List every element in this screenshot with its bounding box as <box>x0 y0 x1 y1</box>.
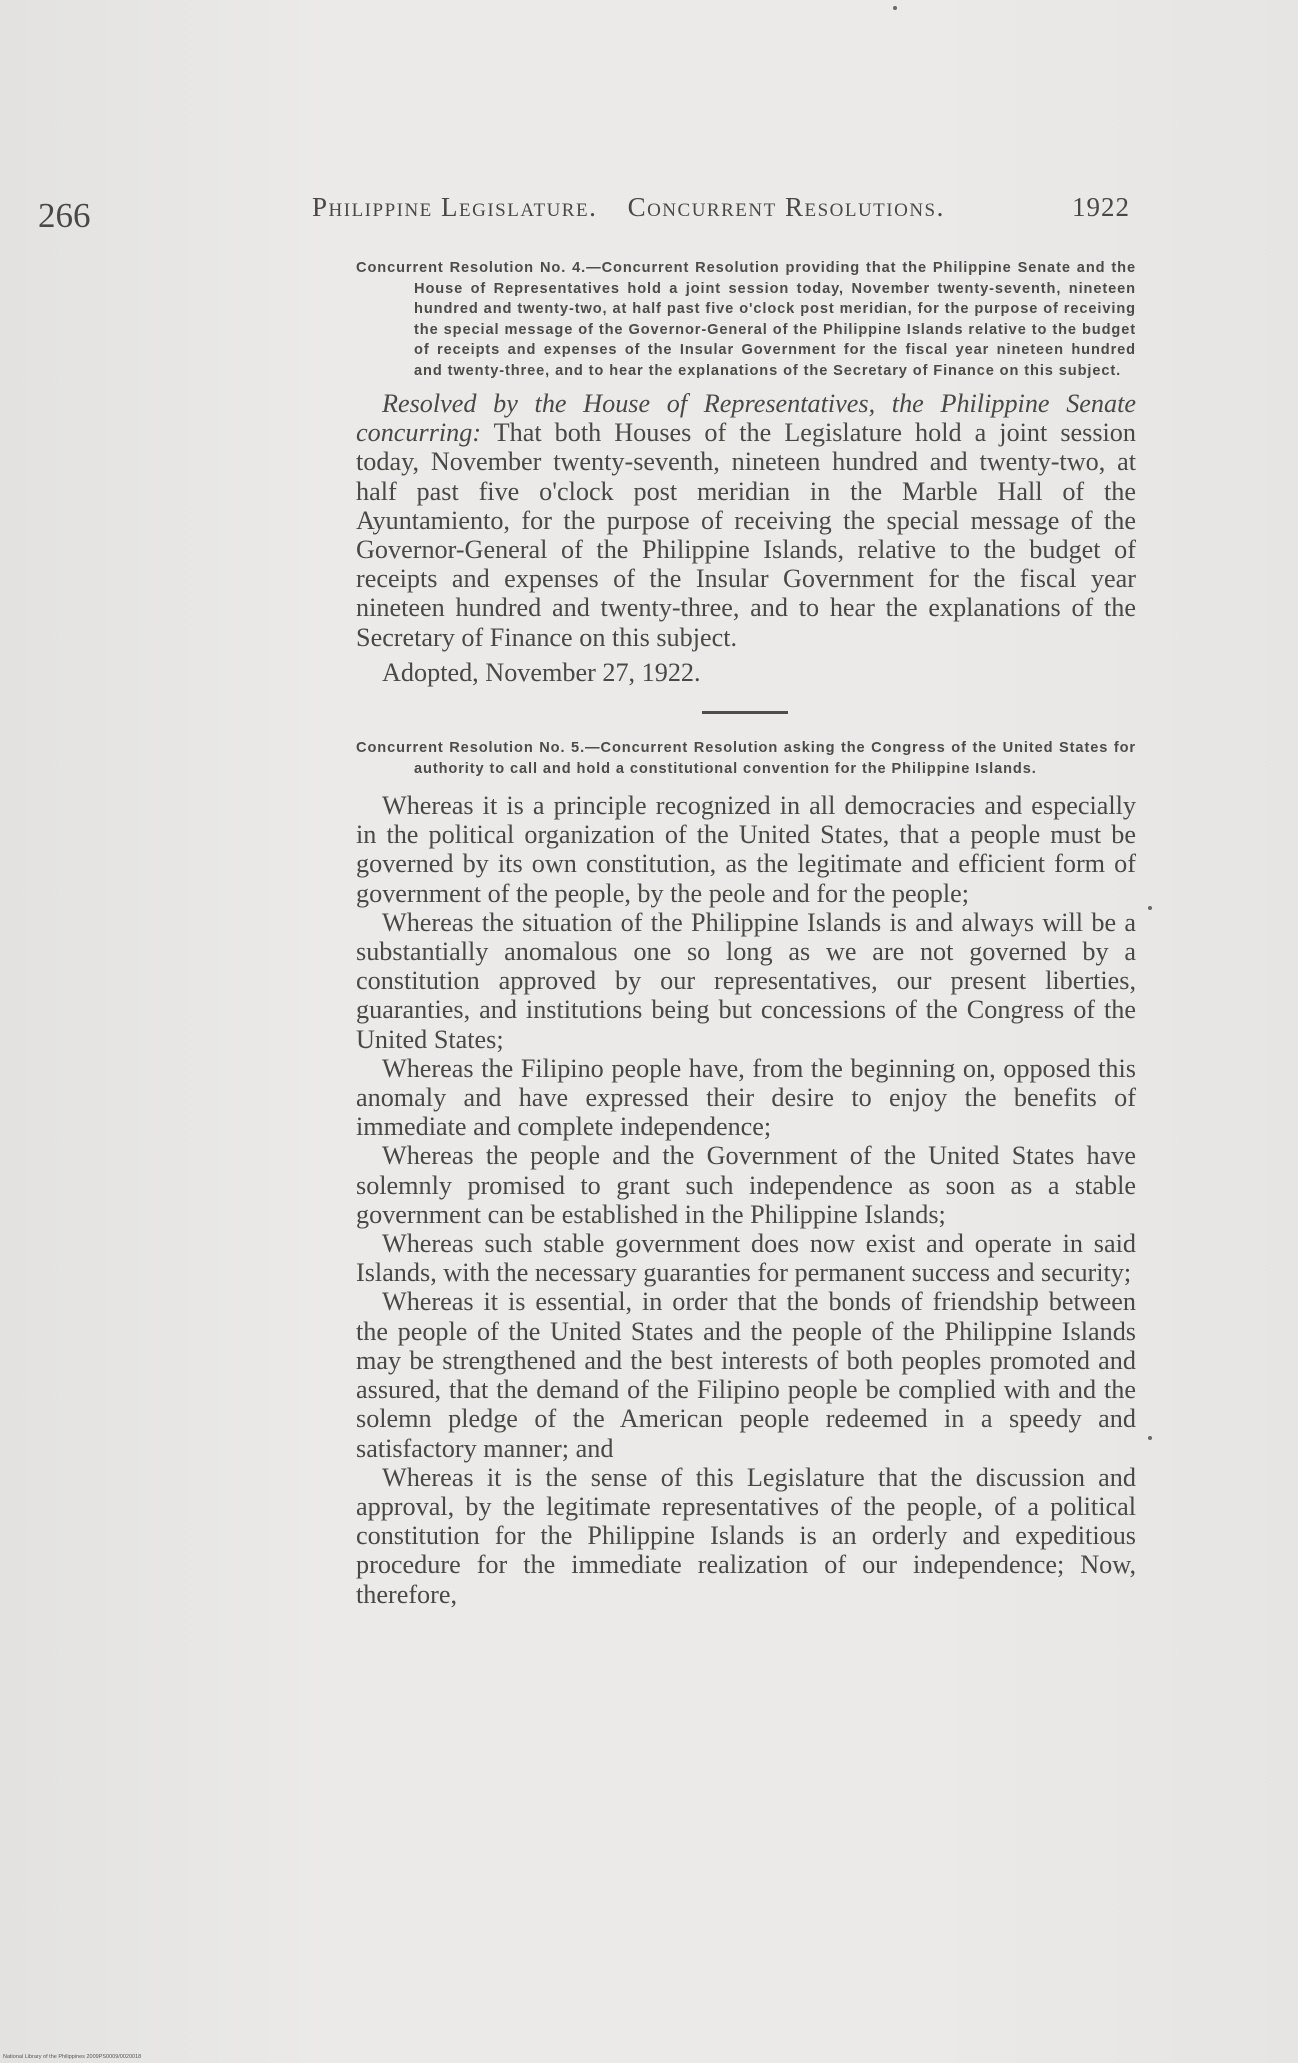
resolution-4-body <box>356 389 1136 652</box>
resolution-5-heading: Concurrent Resolution No. 5.—Concurrent Resolution asking the Congress of the United States for authority to call and hold a constitutional convention for the Philippine Islands. <box>356 740 1136 777</box>
whereas-clause: Whereas the people and the Government of the United States have solemnly promised to grant such independence as soon as a stable government can be established in the Philippine Islands; <box>356 1141 1136 1229</box>
page-number: 266 <box>38 196 91 235</box>
whereas-clause: Whereas such stable government does now exist and operate in said Islands, with the necessary guaranties for permanent success and security; <box>356 1229 1136 1288</box>
scan-speck <box>1148 906 1152 910</box>
footer-credit: National Library of the Philippines 2009PS0009/0020018 <box>3 2054 142 2060</box>
resolution-4-adopted: Adopted, November 27, 1922. <box>382 657 701 687</box>
section-divider <box>702 711 788 714</box>
whereas-clause: Whereas the situation of the Philippine Islands is and always will be a substantially anomalous one so long as we are not governed by a constitution approved by our representatives, our present liberties, guaranties, and institutions being but concessions of the Congress of the United States; <box>356 907 1136 1054</box>
resolved-clause: Resolved by the House of Representatives, the Philippine Senate concurring: <box>356 389 1136 448</box>
whereas-clause: Whereas it is essential, in order that the bonds of friendship between the people of the United States and the people of the Philippine Islands may be strengthened and the best interests of both peoples promoted and assured, that the demand of the Filipino people be complied with and the solemn pledge of the American people redeemed in a speedy and satisfactory manner; and <box>356 1287 1136 1463</box>
whereas-clause: Whereas it is a principle recognized in all democracies and especially in the political organization of the United States, that a people must be governed by its own constitution, as the legitimate and efficient form of government of the people, by the peole and for the people; <box>356 791 1136 908</box>
running-head-year: 1922 <box>1072 192 1130 222</box>
running-head-title: Philippine Legislature. <box>312 192 598 222</box>
resolution-4-heading: Concurrent Resolution No. 4.—Concurrent Resolution providing that the Philippine Senate and the House of Representatives hold a joint session today, November twenty-seventh, nineteen hundred and twenty-two, at half past five o'clock post meridian, for the purpose of receiving the special message of the Governor-General of the Philippine Islands relative to the budget of receipts and expenses of the Insular Government for the fiscal year nineteen hundred and twenty-three, and to hear the explanations of the Secretary of Finance on this subject. <box>356 260 1136 379</box>
resolution-4-text: That both Houses of the Legislature hold a joint session today, November twenty-seventh, nineteen hundred and twenty-two, at half past five o'clock post meridian in the Marble Hall of the Ayuntamiento, for the purpose of receiving the special message of the Governor-General of the Philippine Islands, relative to the budget of receipts and expenses of the Insular Government for the fiscal year nineteen hundred and twenty-three, and to hear the explanations of the Secretary of Finance on this subject. <box>356 418 1136 652</box>
scan-speck <box>1148 1436 1152 1440</box>
running-head <box>312 192 1130 223</box>
scan-speck <box>893 6 897 10</box>
running-head-section: Concurrent Resolutions. <box>627 192 945 222</box>
whereas-clause: Whereas it is the sense of this Legislature that the discussion and approval, by the legitimate representatives of the people, of a political constitution for the Philippine Islands is an orderly and expeditious procedure for the immediate realization of our independence; Now, therefore, <box>356 1462 1136 1609</box>
page-content <box>356 258 1136 1609</box>
whereas-clause: Whereas the Filipino people have, from the beginning on, opposed this anomaly and have expressed their desire to enjoy the benefits of immediate and complete independence; <box>356 1053 1136 1142</box>
